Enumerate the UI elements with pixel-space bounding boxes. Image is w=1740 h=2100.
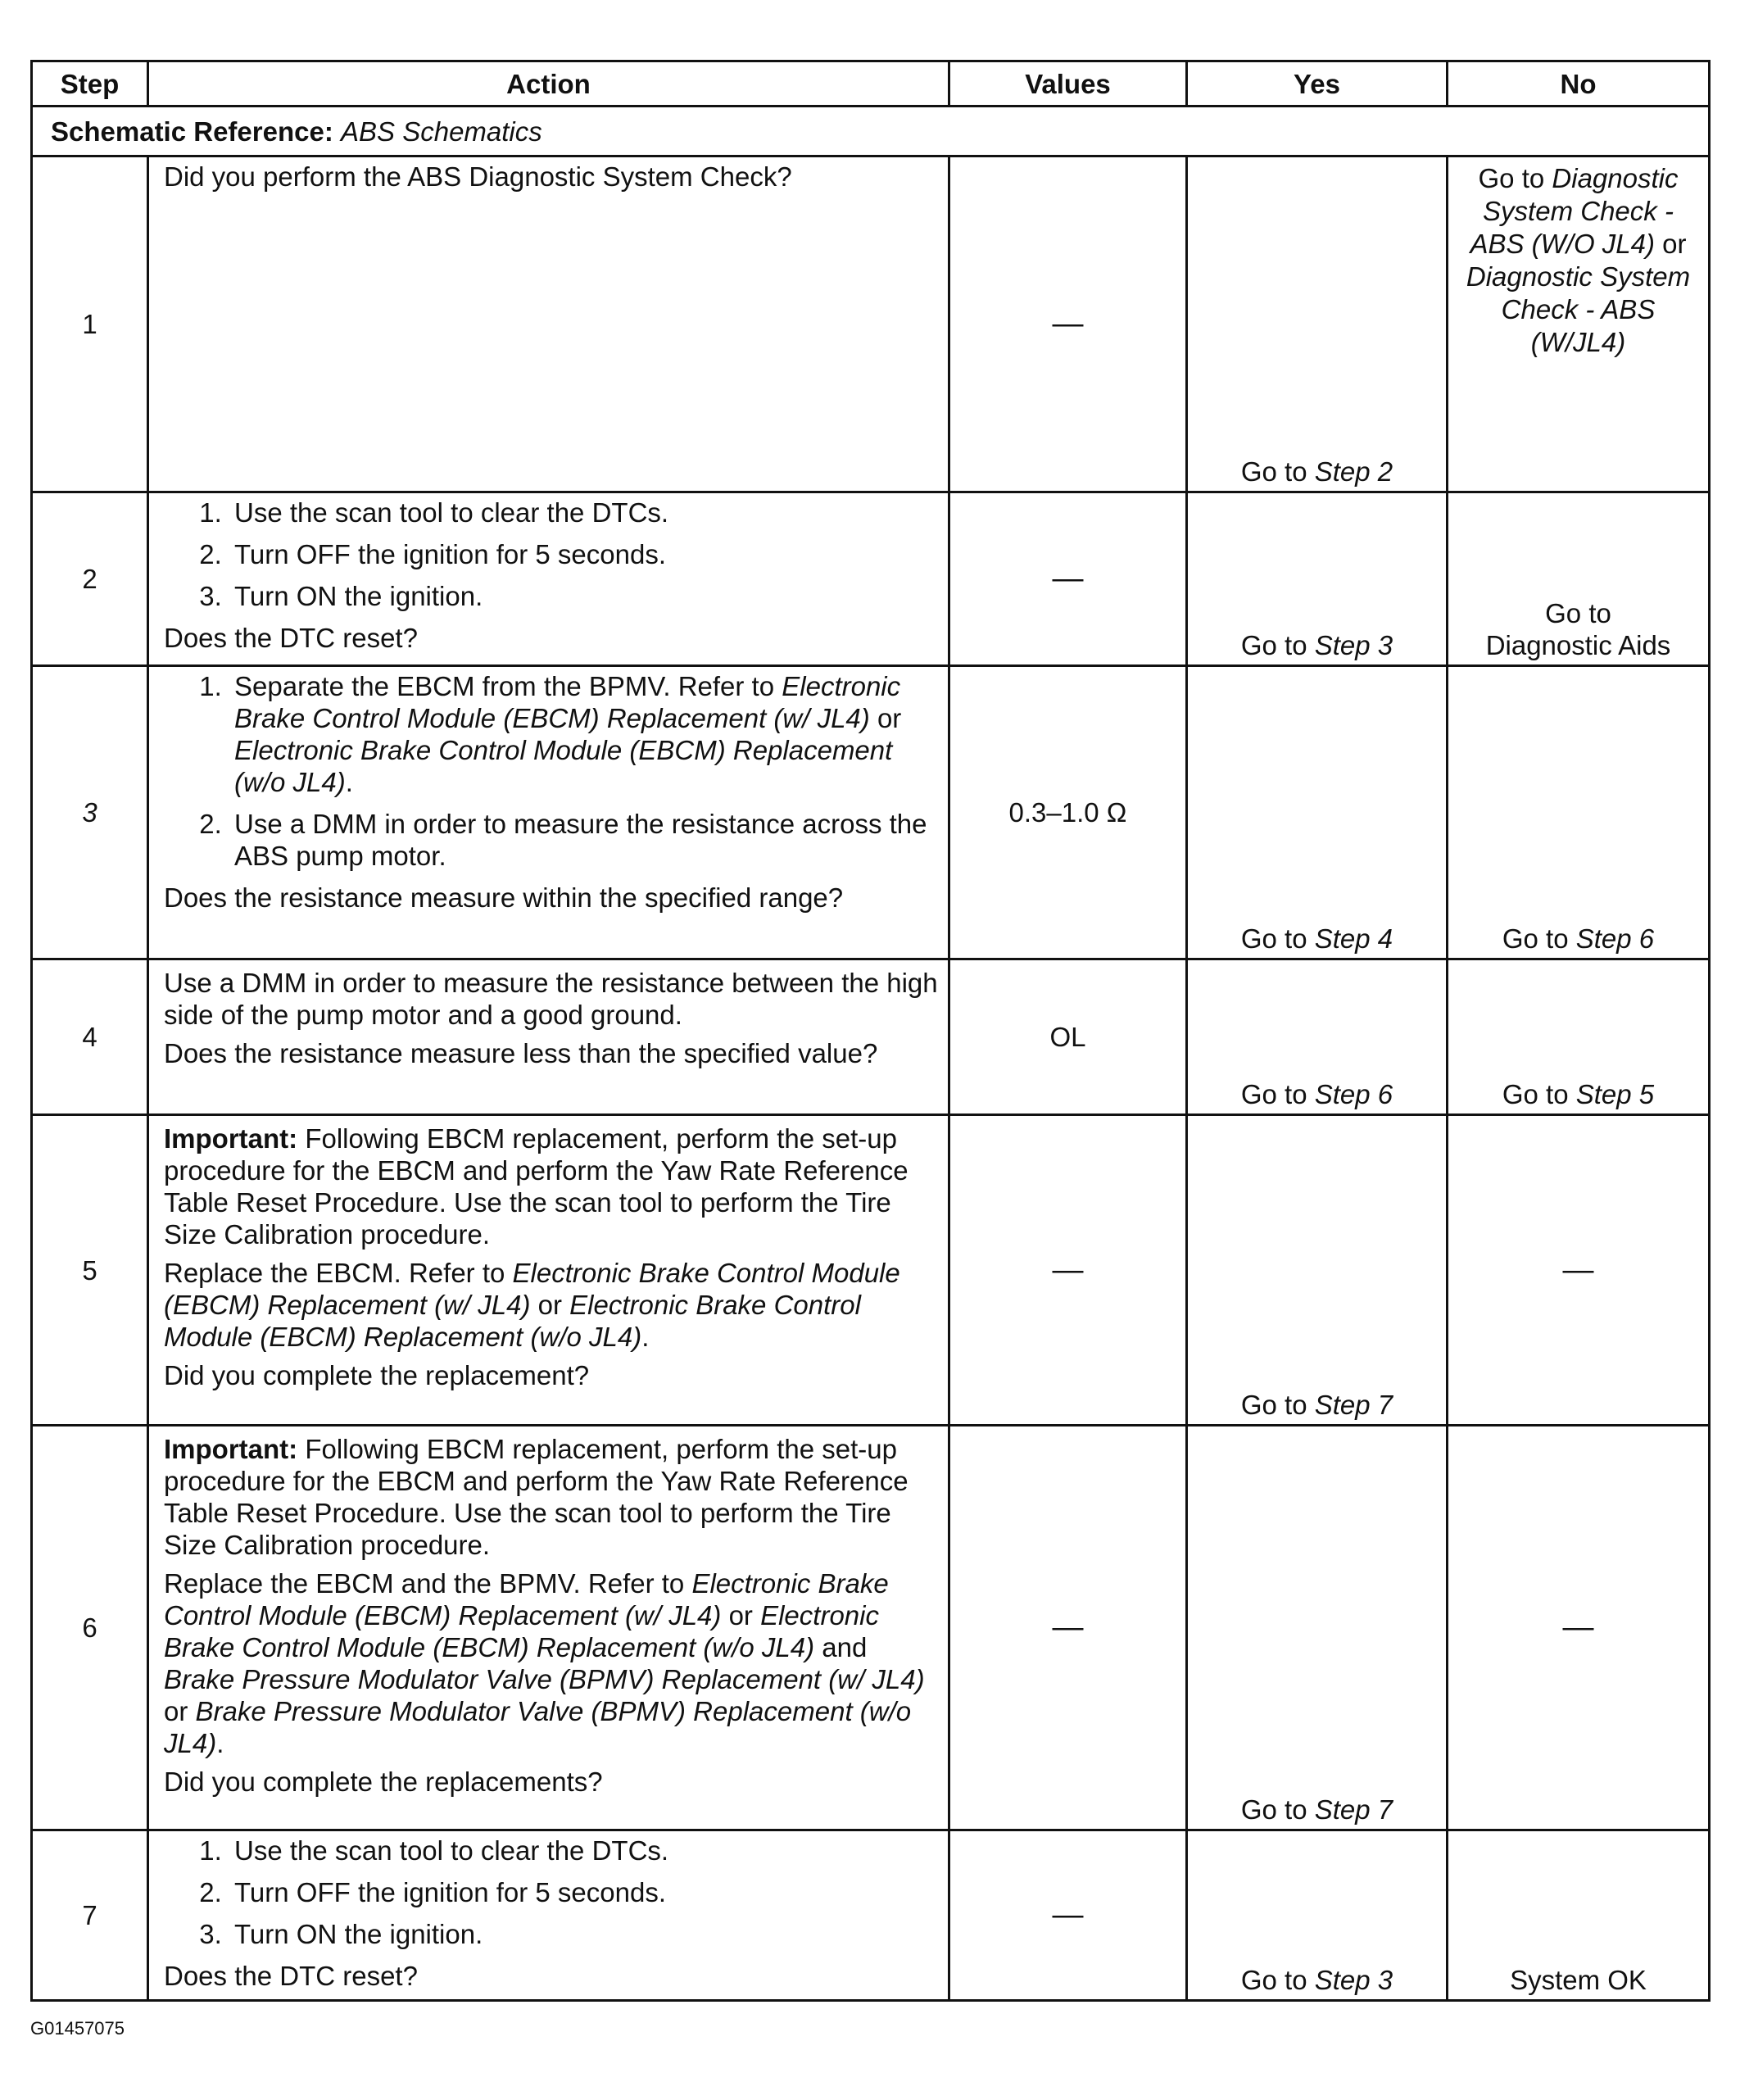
action-text-part: or: [721, 1600, 761, 1631]
action-text: or: [869, 703, 902, 733]
ebcm-replacement-link-no-jl4[interactable]: Electronic Brake Control Module (EBCM) Replacement (w/o JL4): [234, 735, 893, 797]
schematic-reference: [32, 107, 1710, 156]
action-steps: [164, 670, 940, 872]
yes-link[interactable]: Step 3: [1314, 630, 1393, 660]
yes-cell: [1187, 1426, 1448, 1830]
header-no: No: [1448, 61, 1710, 107]
table-row: [32, 492, 1710, 666]
action-step-item: 2. Turn OFF the ignition for 5 seconds.: [229, 538, 940, 570]
bpmv-replacement-link-jl4[interactable]: Brake Pressure Modulator Valve (BPMV) Replacement (w/ JL4): [164, 1664, 925, 1694]
no-link-2[interactable]: Diagnostic System Check - ABS (W/JL4): [1466, 261, 1691, 357]
action-step-item: 1. Use the scan tool to clear the DTCs.: [229, 497, 940, 528]
yes-prefix: Go to: [1240, 923, 1315, 954]
action-text: .: [345, 767, 353, 797]
action-text: Separate the EBCM from the BPMV. Refer to: [234, 671, 782, 701]
action-text-part: .: [641, 1322, 650, 1352]
action-step-item: 2. Use a DMM in order to measure the resistance across the ABS pump motor.: [229, 808, 940, 872]
important-text: Following EBCM replacement, perform the set-up procedure for the EBCM and perform the Yaw Rate Reference Table Reset Procedure. Use the scan tool to perform the Tire Size Calibration procedure.: [164, 1434, 909, 1560]
yes-prefix: Go to: [1240, 1794, 1315, 1825]
action-text-part: or: [530, 1290, 570, 1320]
action-text: [164, 1567, 940, 1759]
value-cell: —: [949, 156, 1187, 492]
important-label: Important:: [164, 1123, 298, 1154]
action-step-item: [229, 670, 940, 798]
yes-cell: [1187, 492, 1448, 666]
no-cell[interactable]: Go to Diagnostic Aids: [1448, 492, 1710, 666]
action-text: Use a DMM in order to measure the resistance between the high side of the pump motor and a good ground.: [164, 968, 938, 1030]
action-question: Does the resistance measure less than the specified value?: [164, 1038, 878, 1068]
yes-link[interactable]: Step 7: [1314, 1794, 1393, 1825]
table-row: [32, 1426, 1710, 1830]
action-text: [164, 1257, 940, 1353]
ebcm-replacement-link-no-jl4[interactable]: Electronic Brake Control Module (EBCM) Replacement (w/o JL4): [164, 1290, 861, 1352]
action-question: Does the resistance measure within the specified range?: [164, 882, 844, 913]
action-question: Does the DTC reset?: [164, 623, 418, 653]
action-step-item: 1. Use the scan tool to clear the DTCs.: [229, 1835, 940, 1866]
yes-cell: [1187, 1115, 1448, 1426]
no-cell: [1448, 666, 1710, 959]
step-number: 5: [32, 1115, 148, 1426]
action-question: Did you complete the replacement?: [164, 1360, 590, 1390]
diagnostic-table-container: [30, 60, 1708, 2002]
bpmv-replacement-link-no-jl4[interactable]: Brake Pressure Modulator Valve (BPMV) Replacement (w/o JL4): [164, 1696, 912, 1758]
ebcm-replacement-link-jl4[interactable]: Electronic Brake Control Module (EBCM) Replacement (w/ JL4): [234, 671, 901, 733]
table-row: [32, 1830, 1710, 2001]
action-text-part: or: [164, 1696, 196, 1726]
yes-prefix: Go to: [1240, 1390, 1315, 1420]
action-cell: [148, 1830, 949, 2001]
schematic-link[interactable]: ABS Schematics: [341, 116, 542, 147]
no-prefix: Go to: [1502, 923, 1576, 954]
action-question: Does the DTC reset?: [164, 1961, 418, 1991]
yes-cell: [1187, 666, 1448, 959]
no-prefix: Go to: [1478, 163, 1552, 193]
no-cell: —: [1448, 1426, 1710, 1830]
figure-id: G01457075: [30, 2018, 125, 2039]
schematic-row: [32, 107, 1710, 156]
value-cell: —: [949, 1426, 1187, 1830]
important-note: [164, 1433, 940, 1561]
value-cell: 0.3–1.0 Ω: [949, 666, 1187, 959]
action-text-part: Replace the EBCM and the BPMV. Refer to: [164, 1568, 692, 1599]
action-text-part: and: [814, 1632, 868, 1662]
table-row: [32, 1115, 1710, 1426]
action-cell: [148, 959, 949, 1115]
yes-link[interactable]: Step 3: [1314, 1965, 1393, 1995]
table-row: [32, 959, 1710, 1115]
action-cell: [148, 492, 949, 666]
action-step-item: 2. Turn OFF the ignition for 5 seconds.: [229, 1876, 940, 1908]
yes-link[interactable]: Step 2: [1314, 456, 1393, 487]
no-cell: [1448, 959, 1710, 1115]
ebcm-replacement-link-jl4[interactable]: Electronic Brake Control Module (EBCM) Replacement (w/ JL4): [164, 1568, 889, 1631]
yes-prefix: Go to: [1240, 1965, 1315, 1995]
action-steps: [164, 497, 940, 612]
action-step-item: 3. Turn ON the ignition.: [229, 1918, 940, 1950]
important-text: Following EBCM replacement, perform the set-up procedure for the EBCM and perform the Yaw Rate Reference Table Reset Procedure. Use the scan tool to perform the Tire Size Calibration procedure.: [164, 1123, 909, 1250]
no-link-1[interactable]: Diagnostic System Check - ABS (W/O JL4): [1470, 163, 1679, 259]
yes-prefix: Go to: [1240, 1079, 1315, 1109]
yes-prefix: Go to: [1240, 456, 1315, 487]
no-link[interactable]: Step 5: [1575, 1079, 1655, 1109]
table-row: [32, 666, 1710, 959]
no-prefix: Go to: [1502, 1079, 1576, 1109]
schematic-label: Schematic Reference:: [51, 116, 333, 147]
action-question: Did you perform the ABS Diagnostic System Check?: [164, 161, 792, 192]
action-text-part: .: [216, 1728, 224, 1758]
value-cell: —: [949, 1115, 1187, 1426]
step-number: 1: [32, 156, 148, 492]
yes-prefix: Go to: [1240, 630, 1315, 660]
header-action: Action: [148, 61, 949, 107]
step-number: 3: [32, 666, 148, 959]
action-cell: [148, 1426, 949, 1830]
action-cell: [148, 156, 949, 492]
yes-link[interactable]: Step 6: [1314, 1079, 1393, 1109]
header-step: Step: [32, 61, 148, 107]
action-text-part: Replace the EBCM. Refer to: [164, 1258, 513, 1288]
value-cell: OL: [949, 959, 1187, 1115]
action-cell: [148, 1115, 949, 1426]
ebcm-replacement-link-no-jl4[interactable]: Electronic Brake Control Module (EBCM) Replacement (w/o JL4): [164, 1600, 879, 1662]
value-cell: —: [949, 492, 1187, 666]
yes-cell: [1187, 1830, 1448, 2001]
action-steps: [164, 1835, 940, 1950]
no-mid: or: [1655, 229, 1687, 259]
step-number: 7: [32, 1830, 148, 2001]
header-row: [32, 61, 1710, 107]
no-cell: System OK: [1448, 1830, 1710, 2001]
important-label: Important:: [164, 1434, 298, 1464]
step-number: 6: [32, 1426, 148, 1830]
yes-cell: [1187, 959, 1448, 1115]
step-number: 2: [32, 492, 148, 666]
no-cell: —: [1448, 1115, 1710, 1426]
no-cell: [1448, 156, 1710, 492]
yes-cell: [1187, 156, 1448, 492]
no-link[interactable]: Step 6: [1575, 923, 1655, 954]
yes-link[interactable]: Step 4: [1314, 923, 1393, 954]
table-row: [32, 156, 1710, 492]
header-yes: Yes: [1187, 61, 1448, 107]
diagnostic-table: [30, 60, 1711, 2002]
yes-link[interactable]: Step 7: [1314, 1390, 1393, 1420]
action-question: Did you complete the replacements?: [164, 1767, 603, 1797]
important-note: [164, 1123, 940, 1250]
action-step-item: 3. Turn ON the ignition.: [229, 580, 940, 612]
header-values: Values: [949, 61, 1187, 107]
step-number: 4: [32, 959, 148, 1115]
value-cell: —: [949, 1830, 1187, 2001]
ebcm-replacement-link-jl4[interactable]: Electronic Brake Control Module (EBCM) Replacement (w/ JL4): [164, 1258, 900, 1320]
action-cell: [148, 666, 949, 959]
